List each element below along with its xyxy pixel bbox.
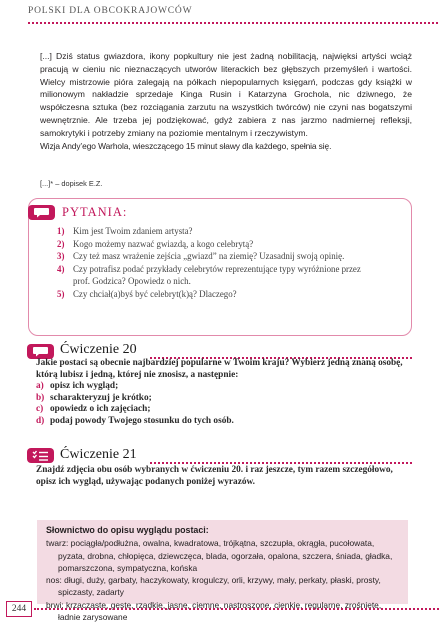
question-text: Czy chciał(a)byś być celebryt(k)ą? Dlaczego? [73,288,237,299]
questions-list [57,225,377,300]
exercise-item-text: podaj powody Twojego stosunku do tych osób. [50,415,234,426]
question-text: Czy potrafisz podać przykłady celebrytów reprezentujące typy wyróżnione przez prof. Godzica? Opowiedz o nich. [73,263,361,286]
question-item [57,263,377,288]
question-text: Czy też masz wrażenie zejścia „gwiazd” na ziemię? Uzasadnij swoją opinię. [73,251,345,261]
vocabulary-title: Słownictwo do opisu wyglądu postaci: [46,525,209,535]
exercise-20-title: Ćwiczenie 20 [60,342,137,357]
question-number: 5) [57,288,65,299]
question-item [57,238,377,251]
exercise-item-text: opisz ich wygląd; [50,381,119,391]
question-item [57,288,377,301]
exercise-item-letter: c) [36,404,44,415]
speech-bubble-icon [28,205,55,220]
question-item [57,250,377,263]
vocabulary-row: twarz: pociągła/podłużna, owalna, kwadratowa, trójkątna, szczupła, okrągła, pucołowata, pyzata, drobna, chłopięca, dziewczęca, blada, ogorzała, opalona, szczera, śniada, gładka, pomarszczona, sympatyczna, końska [46,538,393,573]
vocabulary-row: brwi: krzaczaste, gęste, rzadkie, jasne, ciemne, nastroszone, cienkie, regularne, zrośnięte, ładnie zarysowane [46,599,382,623]
exercise-item-text: opowiedz o ich zajęciach; [50,404,151,415]
question-text: Kogo możemy nazwać gwiazdą, a kogo celebrytą? [73,238,254,249]
header-dotted-rule [28,22,438,24]
question-item [57,225,377,238]
quote-tail: Wizja Andy’ego Warhola, wieszczącego 15 minut sławy dla każdego, spełnia się. [40,140,332,151]
question-number: 1) [57,226,65,236]
exercise-item [36,381,234,393]
question-number: 2) [57,238,65,249]
exercise-item-text: scharakteryzuj je krótko; [50,392,152,403]
editor-note: [...]* – dopisek E.Z. [40,179,103,188]
exercise-20-list [36,381,234,427]
exercise-21-title: Ćwiczenie 21 [60,447,137,462]
exercise-21-intro: Znajdź zdjęcia obu osób wybranych w ćwiczeniu 20. i raz jeszcze, tym razem szczegółowo, opisz ich wygląd, używając podanych poniżej wyrazów. [36,465,393,488]
exercise-item [36,404,234,416]
page-number: 244 [6,601,32,617]
exercise-item-letter: d) [36,415,45,426]
footer-dotted-rule [34,608,439,610]
exercise-item-letter: a) [36,381,44,391]
vocabulary-row: nos: długi, duży, garbaty, haczykowaty, krogulczy, orli, krzywy, mały, perkaty, płaski, prosty, spiczasty, zadarty [46,575,381,598]
checklist-icon [27,448,54,463]
questions-title: PYTANIA: [62,205,128,219]
question-number: 3) [57,251,65,261]
quote-paragraph: [...] Dziś status gwiazdora, ikony popkultury nie jest żadną nobilitacją, najwięksi artyści wciąż pracują w cieniu nic nieznaczących utworów literackich bez głębszych przemyśleń i wartości. Wielcy mistrzowie pióra zalegają na półkach niepopularnych księgarń, podczas gdy książki w milionowym nakładzie sprzedaje Kinga Rusin i Katarzyna Grochola, nic dziwnego, że współczesna sztuka (bez rozciągania zarzutu na wszystkich twórców) nie czyni nas bogatszymi wewnętrznie. Ale trzeba jej podziękować, gdyż zabiera z nas jarzmo nadmiernej refleksji, samokrytyki i potrzeby zmiany na poziomie mentalnym i rzeczywistym. [40,51,412,138]
quote-block [40,50,412,152]
question-number: 4) [57,263,65,274]
exercise-item-letter: b) [36,392,45,403]
question-text: Kim jest Twoim zdaniem artysta? [73,226,193,236]
running-header: POLSKI DLA OBCOKRAJOWCÓW [28,6,193,16]
exercise-item [36,416,234,428]
exercise-20-intro: Jakie postaci są obecnie najbardziej popularne w Twoim kraju? Wybierz jedną znaną osobę, którą lubisz i jedną, której nie znosisz, a następnie: [36,358,403,381]
exercise-item [36,393,234,405]
